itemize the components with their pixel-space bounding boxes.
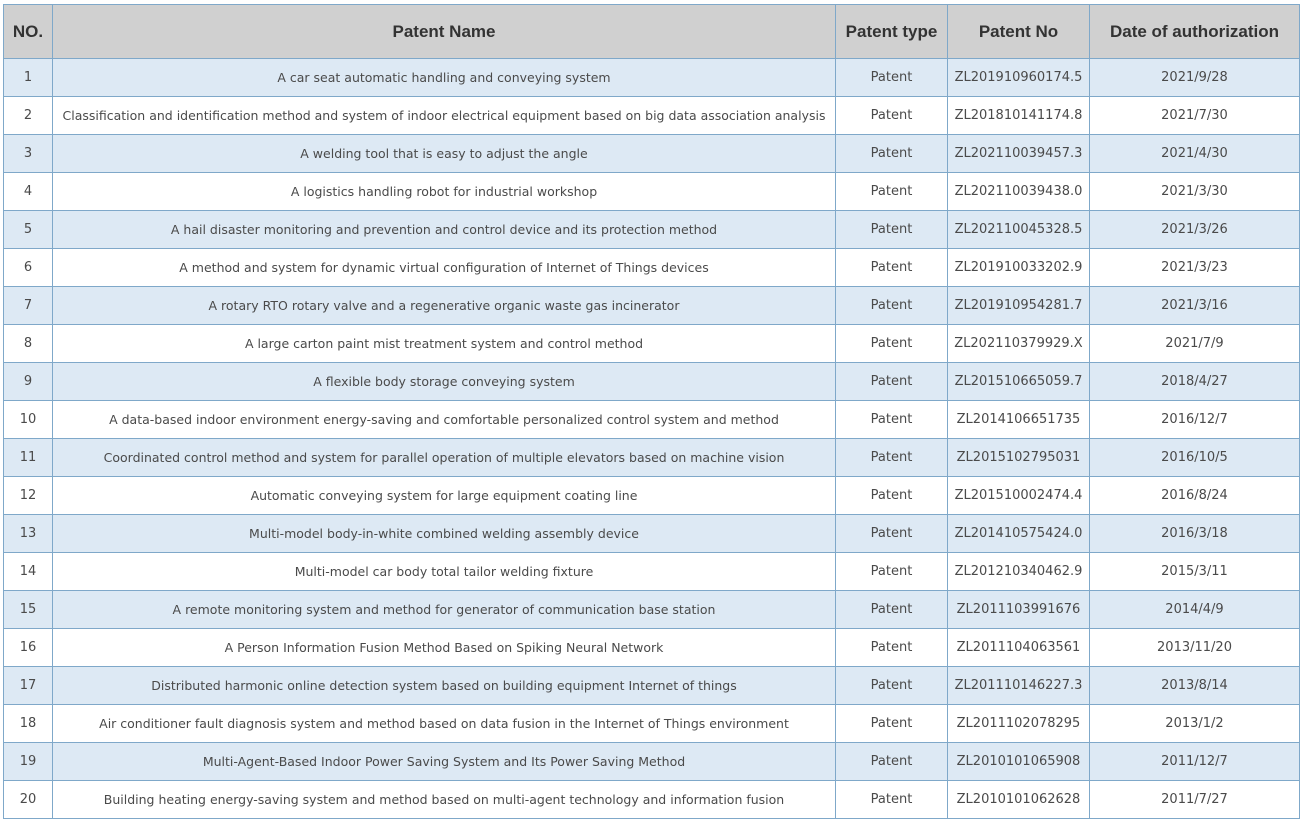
cell-patent-no: ZL202110045328.5 <box>948 211 1090 249</box>
cell-no: 9 <box>4 363 53 401</box>
table-row <box>4 59 1300 97</box>
cell-patent-name: A Person Information Fusion Method Based on Spiking Neural Network <box>53 629 836 667</box>
cell-patent-type: Patent <box>836 59 948 97</box>
cell-patent-type: Patent <box>836 705 948 743</box>
cell-no: 5 <box>4 211 53 249</box>
table-row <box>4 97 1300 135</box>
cell-date-of-authorization: 2016/10/5 <box>1090 439 1300 477</box>
patent-table-container <box>3 4 1299 819</box>
cell-patent-name: A remote monitoring system and method for generator of communication base station <box>53 591 836 629</box>
table-row <box>4 743 1300 781</box>
cell-patent-name: Distributed harmonic online detection system based on building equipment Internet of things <box>53 667 836 705</box>
cell-patent-name: A large carton paint mist treatment system and control method <box>53 325 836 363</box>
cell-no: 3 <box>4 135 53 173</box>
cell-date-of-authorization: 2021/3/30 <box>1090 173 1300 211</box>
cell-patent-name: A data-based indoor environment energy-saving and comfortable personalized control system and method <box>53 401 836 439</box>
header-no: NO. <box>4 5 53 59</box>
cell-patent-type: Patent <box>836 211 948 249</box>
cell-patent-name: Multi-model body-in-white combined welding assembly device <box>53 515 836 553</box>
cell-patent-type: Patent <box>836 553 948 591</box>
table-row <box>4 705 1300 743</box>
cell-no: 11 <box>4 439 53 477</box>
cell-patent-name: A welding tool that is easy to adjust the angle <box>53 135 836 173</box>
cell-patent-type: Patent <box>836 667 948 705</box>
cell-patent-type: Patent <box>836 97 948 135</box>
cell-date-of-authorization: 2011/12/7 <box>1090 743 1300 781</box>
cell-date-of-authorization: 2013/8/14 <box>1090 667 1300 705</box>
cell-date-of-authorization: 2016/3/18 <box>1090 515 1300 553</box>
cell-date-of-authorization: 2016/12/7 <box>1090 401 1300 439</box>
cell-patent-name: Coordinated control method and system for parallel operation of multiple elevators based on machine vision <box>53 439 836 477</box>
cell-date-of-authorization: 2021/7/9 <box>1090 325 1300 363</box>
cell-patent-type: Patent <box>836 325 948 363</box>
cell-patent-type: Patent <box>836 173 948 211</box>
table-row <box>4 781 1300 819</box>
cell-patent-no: ZL202110039438.0 <box>948 173 1090 211</box>
cell-patent-name: A method and system for dynamic virtual configuration of Internet of Things devices <box>53 249 836 287</box>
cell-patent-type: Patent <box>836 439 948 477</box>
cell-date-of-authorization: 2016/8/24 <box>1090 477 1300 515</box>
cell-patent-no: ZL201910960174.5 <box>948 59 1090 97</box>
cell-date-of-authorization: 2021/7/30 <box>1090 97 1300 135</box>
table-row <box>4 401 1300 439</box>
header-patent-type: Patent type <box>836 5 948 59</box>
cell-patent-name: Multi-Agent-Based Indoor Power Saving System and Its Power Saving Method <box>53 743 836 781</box>
cell-patent-no: ZL201210340462.9 <box>948 553 1090 591</box>
cell-patent-no: ZL201910954281.7 <box>948 287 1090 325</box>
table-row <box>4 287 1300 325</box>
patent-table <box>3 4 1300 819</box>
table-row <box>4 553 1300 591</box>
cell-patent-name: A hail disaster monitoring and prevention and control device and its protection method <box>53 211 836 249</box>
cell-patent-name: Automatic conveying system for large equipment coating line <box>53 477 836 515</box>
header-row <box>4 5 1300 59</box>
table-row <box>4 439 1300 477</box>
cell-patent-no: ZL2014106651735 <box>948 401 1090 439</box>
cell-date-of-authorization: 2021/3/26 <box>1090 211 1300 249</box>
cell-patent-no: ZL2015102795031 <box>948 439 1090 477</box>
cell-patent-type: Patent <box>836 363 948 401</box>
cell-patent-no: ZL201410575424.0 <box>948 515 1090 553</box>
cell-no: 15 <box>4 591 53 629</box>
cell-patent-type: Patent <box>836 629 948 667</box>
table-row <box>4 173 1300 211</box>
table-row <box>4 667 1300 705</box>
cell-patent-no: ZL2010101062628 <box>948 781 1090 819</box>
cell-patent-no: ZL201510665059.7 <box>948 363 1090 401</box>
cell-patent-no: ZL202110379929.X <box>948 325 1090 363</box>
cell-patent-name: A car seat automatic handling and conveying system <box>53 59 836 97</box>
cell-patent-type: Patent <box>836 515 948 553</box>
cell-patent-type: Patent <box>836 477 948 515</box>
cell-date-of-authorization: 2018/4/27 <box>1090 363 1300 401</box>
cell-no: 10 <box>4 401 53 439</box>
table-row <box>4 629 1300 667</box>
header-date-of-authorization: Date of authorization <box>1090 5 1300 59</box>
cell-no: 4 <box>4 173 53 211</box>
table-row <box>4 363 1300 401</box>
cell-patent-no: ZL2011103991676 <box>948 591 1090 629</box>
cell-patent-no: ZL2011102078295 <box>948 705 1090 743</box>
table-row <box>4 477 1300 515</box>
cell-no: 13 <box>4 515 53 553</box>
table-body <box>4 59 1300 819</box>
cell-no: 17 <box>4 667 53 705</box>
cell-patent-name: A flexible body storage conveying system <box>53 363 836 401</box>
cell-no: 16 <box>4 629 53 667</box>
cell-date-of-authorization: 2015/3/11 <box>1090 553 1300 591</box>
cell-patent-no: ZL201110146227.3 <box>948 667 1090 705</box>
cell-patent-type: Patent <box>836 401 948 439</box>
cell-patent-no: ZL201510002474.4 <box>948 477 1090 515</box>
cell-no: 7 <box>4 287 53 325</box>
cell-date-of-authorization: 2011/7/27 <box>1090 781 1300 819</box>
table-row <box>4 591 1300 629</box>
cell-patent-type: Patent <box>836 287 948 325</box>
cell-date-of-authorization: 2021/9/28 <box>1090 59 1300 97</box>
cell-no: 12 <box>4 477 53 515</box>
table-row <box>4 249 1300 287</box>
cell-patent-type: Patent <box>836 591 948 629</box>
table-row <box>4 515 1300 553</box>
cell-no: 20 <box>4 781 53 819</box>
cell-no: 19 <box>4 743 53 781</box>
cell-patent-no: ZL201910033202.9 <box>948 249 1090 287</box>
cell-date-of-authorization: 2021/3/16 <box>1090 287 1300 325</box>
cell-no: 18 <box>4 705 53 743</box>
cell-patent-type: Patent <box>836 249 948 287</box>
cell-patent-name: A logistics handling robot for industrial workshop <box>53 173 836 211</box>
cell-date-of-authorization: 2021/3/23 <box>1090 249 1300 287</box>
cell-no: 6 <box>4 249 53 287</box>
cell-no: 8 <box>4 325 53 363</box>
cell-date-of-authorization: 2021/4/30 <box>1090 135 1300 173</box>
cell-patent-no: ZL201810141174.8 <box>948 97 1090 135</box>
cell-patent-name: A rotary RTO rotary valve and a regenerative organic waste gas incinerator <box>53 287 836 325</box>
table-header <box>4 5 1300 59</box>
table-row <box>4 211 1300 249</box>
cell-patent-type: Patent <box>836 781 948 819</box>
cell-patent-name: Building heating energy-saving system and method based on multi-agent technology and information fusion <box>53 781 836 819</box>
cell-patent-type: Patent <box>836 743 948 781</box>
table-row <box>4 135 1300 173</box>
cell-no: 14 <box>4 553 53 591</box>
cell-date-of-authorization: 2014/4/9 <box>1090 591 1300 629</box>
cell-no: 2 <box>4 97 53 135</box>
cell-patent-no: ZL202110039457.3 <box>948 135 1090 173</box>
cell-patent-name: Classification and identification method and system of indoor electrical equipment based on big data association analysis <box>53 97 836 135</box>
header-patent-name: Patent Name <box>53 5 836 59</box>
header-patent-no: Patent No <box>948 5 1090 59</box>
cell-date-of-authorization: 2013/1/2 <box>1090 705 1300 743</box>
table-row <box>4 325 1300 363</box>
cell-patent-type: Patent <box>836 135 948 173</box>
cell-patent-no: ZL2011104063561 <box>948 629 1090 667</box>
cell-no: 1 <box>4 59 53 97</box>
cell-date-of-authorization: 2013/11/20 <box>1090 629 1300 667</box>
cell-patent-no: ZL2010101065908 <box>948 743 1090 781</box>
cell-patent-name: Air conditioner fault diagnosis system and method based on data fusion in the Internet of Things environment <box>53 705 836 743</box>
cell-patent-name: Multi-model car body total tailor welding fixture <box>53 553 836 591</box>
